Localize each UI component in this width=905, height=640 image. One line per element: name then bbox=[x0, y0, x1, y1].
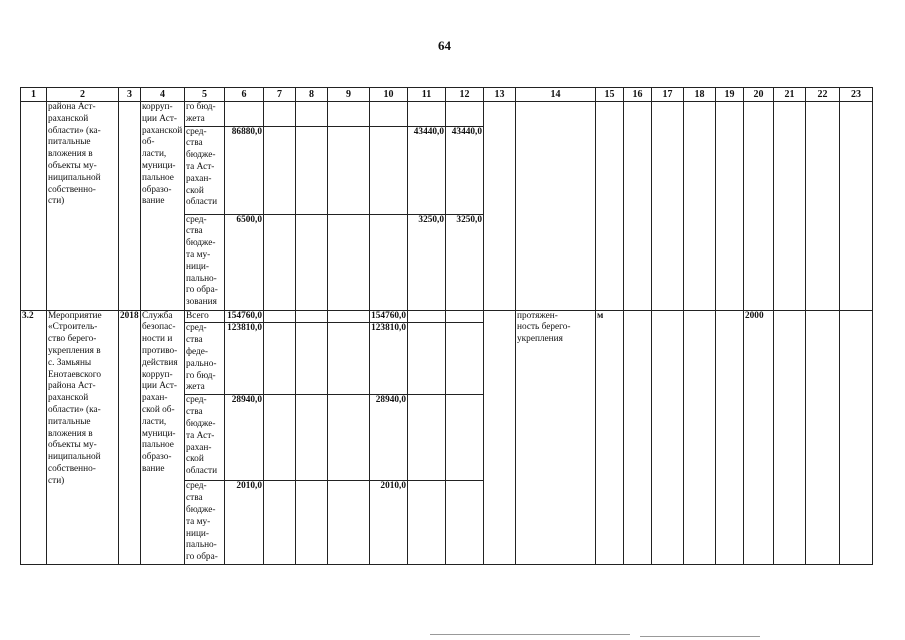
amount-cell: 3250,0 bbox=[446, 214, 484, 310]
column-header: 21 bbox=[774, 88, 806, 102]
cell-col13 bbox=[484, 310, 516, 565]
scan-artifact bbox=[640, 636, 760, 637]
amount-cell: 43440,0 bbox=[446, 126, 484, 214]
scan-artifact bbox=[430, 634, 630, 635]
year-cell: 2018 bbox=[119, 310, 141, 565]
column-header: 5 bbox=[185, 88, 225, 102]
page-number: 64 bbox=[438, 38, 451, 53]
column-header: 20 bbox=[744, 88, 774, 102]
column-header: 16 bbox=[624, 88, 652, 102]
continued-measure-name: района Аст- раханской области» (ка- питальные вложения в объекты му- ниципальной собственно- сти) bbox=[47, 102, 119, 311]
column-header: 19 bbox=[716, 88, 744, 102]
funding-source-label: го бюд- жета bbox=[185, 102, 225, 127]
indicator-value: 2000 bbox=[744, 310, 774, 565]
indicator-name: протяжен- ность берего- укрепления bbox=[516, 310, 596, 565]
column-header: 22 bbox=[806, 88, 840, 102]
funding-source-label: сред- ства бюдже- та му- ници- пально- го обра- зования bbox=[185, 214, 225, 310]
column-header: 2 bbox=[47, 88, 119, 102]
column-header: 6 bbox=[225, 88, 264, 102]
column-header: 18 bbox=[684, 88, 716, 102]
column-header: 4 bbox=[141, 88, 185, 102]
column-header: 17 bbox=[652, 88, 684, 102]
amount-cell: 123810,0 bbox=[370, 323, 408, 395]
unit-cell: м bbox=[596, 310, 624, 565]
amount-cell: 154760,0 bbox=[370, 310, 408, 323]
column-header: 1 bbox=[21, 88, 47, 102]
column-header: 12 bbox=[446, 88, 484, 102]
budget-table bbox=[20, 87, 873, 565]
amount-cell: 154760,0 bbox=[225, 310, 264, 323]
funding-source-label: сред- ства феде- рально- го бюд- жета bbox=[185, 323, 225, 395]
cell-col1 bbox=[21, 102, 47, 311]
column-header: 7 bbox=[264, 88, 296, 102]
amount-cell: 3250,0 bbox=[408, 214, 446, 310]
row-number: 3.2 bbox=[21, 310, 47, 565]
funding-source-label: сред- ства бюдже- та Аст- рахан- ской области bbox=[185, 395, 225, 481]
column-header: 15 bbox=[596, 88, 624, 102]
measure-name: Мероприятие «Строитель- ство берего- укрепления в с. Замьяны Енотаевского района Аст- раханской области» (ка- питальные вложения в объекты му- ниципальной собственно- сти) bbox=[47, 310, 119, 565]
column-header: 14 bbox=[516, 88, 596, 102]
amount-cell: 86880,0 bbox=[225, 126, 264, 214]
funding-source-label: сред- ства бюдже- та Аст- рахан- ской области bbox=[185, 126, 225, 214]
column-header: 9 bbox=[328, 88, 370, 102]
column-header: 3 bbox=[119, 88, 141, 102]
column-header: 8 bbox=[296, 88, 328, 102]
table-row bbox=[21, 310, 873, 323]
amount-cell: 43440,0 bbox=[408, 126, 446, 214]
amount-cell: 28940,0 bbox=[370, 395, 408, 481]
continued-executor: корруп- ции Аст- раханской об- ласти, муници- пальное образо- вание bbox=[141, 102, 185, 311]
amount-cell: 2010,0 bbox=[370, 481, 408, 565]
column-header-row bbox=[21, 88, 873, 102]
amount-cell: 6500,0 bbox=[225, 214, 264, 310]
funding-source-label: сред- ства бюдже- та му- ници- пально- го обра- bbox=[185, 481, 225, 565]
funding-source-label: Всего bbox=[185, 310, 225, 323]
amount-cell: 123810,0 bbox=[225, 323, 264, 395]
column-header: 13 bbox=[484, 88, 516, 102]
column-header: 23 bbox=[840, 88, 873, 102]
table-row bbox=[21, 102, 873, 127]
column-header: 10 bbox=[370, 88, 408, 102]
cell-col3 bbox=[119, 102, 141, 311]
amount-cell: 2010,0 bbox=[225, 481, 264, 565]
executor-cell: Служба безопас- ности и противо- действия корруп- ции Аст- рахан- ской об- ласти, муници- пальное образо- вание bbox=[141, 310, 185, 565]
amount-cell: 28940,0 bbox=[225, 395, 264, 481]
column-header: 11 bbox=[408, 88, 446, 102]
cell-col13 bbox=[484, 102, 516, 311]
cell-col14 bbox=[516, 102, 596, 311]
